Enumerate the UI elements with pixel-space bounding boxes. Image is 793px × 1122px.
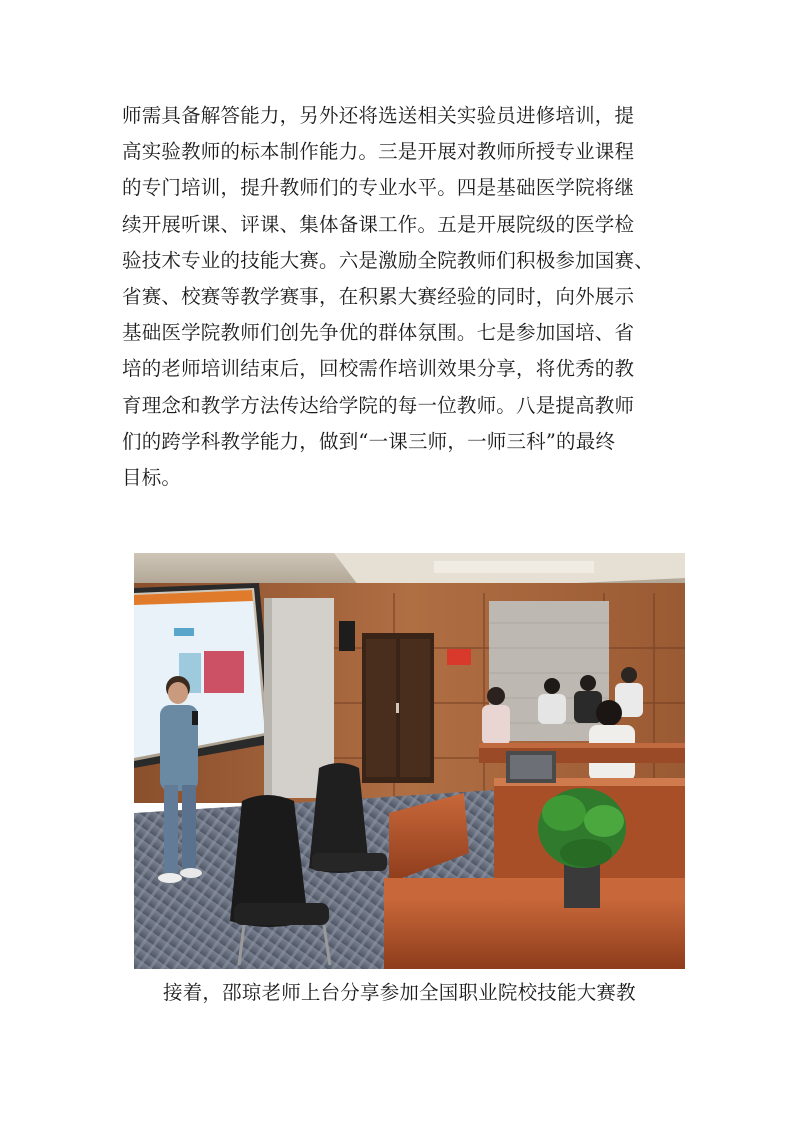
body-line: 验技术专业的技能大赛。六是激励全院教师们积极参加国赛、 [122, 248, 654, 272]
body-line: 们的跨学科教学能力，做到“一课三师，一师三科”的最终 [122, 429, 616, 453]
photo-caption: 接着，邵琼老师上台分享参加全国职业院校技能大赛教 [163, 981, 636, 1004]
body-line: 续开展听课、评课、集体备课工作。五是开展院级的医学检 [122, 212, 635, 236]
body-line: 目标。 [122, 465, 182, 489]
body-line: 省赛、校赛等教学赛事，在积累大赛经验的同时，向外展示 [122, 284, 635, 308]
body-line: 的专门培训，提升教师们的专业水平。四是基础医学院将继 [122, 176, 635, 200]
body-line: 育理念和教学方法传达给学院的每一位教师。八是提高教师 [122, 393, 635, 417]
body-line: 培的老师培训结束后，回校需作培训效果分享，将优秀的教 [122, 357, 635, 381]
meeting-room-photo [134, 553, 685, 969]
body-line: 师需具备解答能力，另外还将选送相关实验员进修培训，提 [122, 104, 635, 127]
body-paragraph [122, 98, 682, 496]
body-line: 高实验教师的标本制作能力。三是开展对教师所授专业课程 [122, 140, 635, 164]
body-line: 基础医学院教师们创先争优的群体氛围。七是参加国培、省 [122, 321, 635, 345]
